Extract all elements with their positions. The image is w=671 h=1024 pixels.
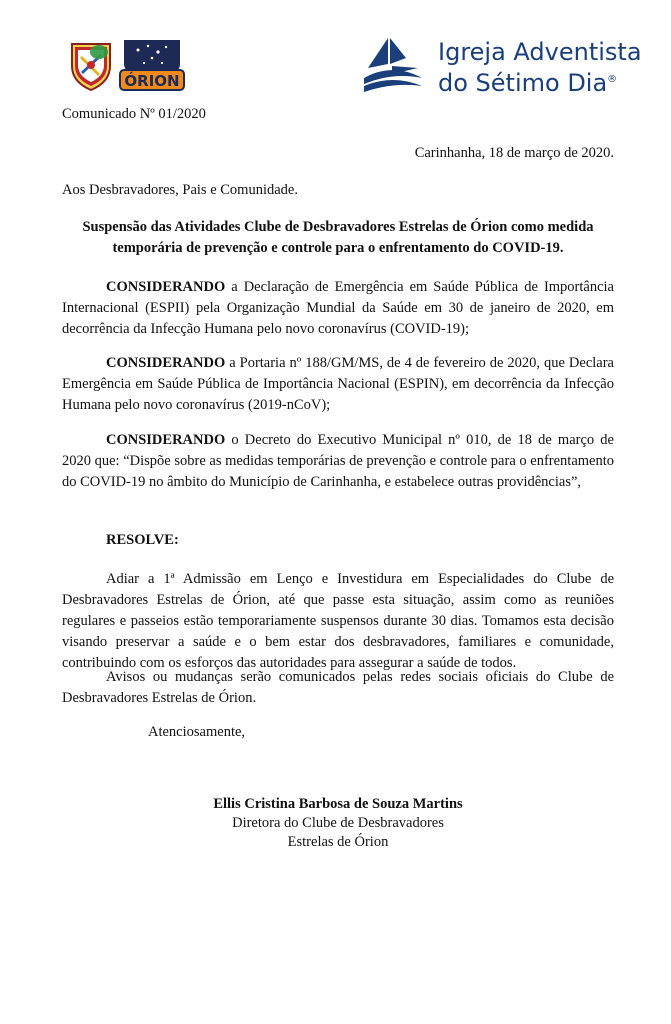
consideration-lead: CONSIDERANDO bbox=[106, 355, 226, 371]
consideration-lead: CONSIDERANDO bbox=[106, 432, 226, 448]
consideration-paragraph bbox=[62, 277, 614, 340]
consideration-text: a Portaria nº 188/GM/MS, de 4 de fevereiro de 2020, que Declara Emergência em Saúde Pública de Importância Nacional (ESPIN), em decorrência da Infecção Humana pelo novo coronavírus (2019-nCoV); bbox=[62, 355, 614, 413]
orion-logo-lettering: ÓRION bbox=[124, 72, 180, 90]
consideration-lead: CONSIDERANDO bbox=[106, 279, 226, 295]
signer-organization: Estrelas de Órion bbox=[287, 834, 389, 850]
consideration-text: o Decreto do Executivo Municipal nº 010, de 18 de março de 2020 que: “Dispõe sobre as medidas temporárias de prevenção e controle para o enfrentamento do COVID-19 no âmbito do Município de Carinhanha, e estabelece outras providências”, bbox=[62, 432, 614, 490]
resolution-paragraph: Avisos ou mudanças serão comunicados pelas redes sociais oficiais do Clube de Desbravadores Estrelas de Órion. bbox=[62, 669, 614, 706]
place-date: Carinhanha, 18 de março de 2020. bbox=[414, 145, 614, 161]
greeting: Aos Desbravadores, Pais e Comunidade. bbox=[62, 182, 298, 198]
resolve-heading: RESOLVE: bbox=[106, 532, 179, 548]
memo-number: Comunicado Nº 01/2020 bbox=[62, 106, 206, 122]
church-flame-icon bbox=[360, 34, 426, 96]
consideration-paragraph bbox=[62, 353, 614, 416]
signer-name: Ellis Cristina Barbosa de Souza Martins bbox=[213, 796, 463, 812]
consideration-paragraph bbox=[62, 430, 614, 493]
adventist-church-logo bbox=[360, 34, 642, 98]
pathfinder-emblem-logo bbox=[66, 36, 116, 92]
signer-role: Diretora do Clube de Desbravadores bbox=[232, 815, 444, 831]
resolution-paragraph: Adiar a 1ª Admissão em Lenço e Investidura em Especialidades do Clube de Desbravadores Estrelas de Órion, até que passe esta situação, assim como as reuniões regulares e passeios estão temporariamente suspensos durante 30 dias. Tomamos esta decisão visando preservar a saúde e o bem estar dos desbravadores, familiares e comunidade, contribuindo com os esforços das autoridades para assegurar a saúde de todos. bbox=[62, 571, 614, 671]
church-name bbox=[438, 38, 642, 97]
orion-club-emblem-logo bbox=[118, 36, 186, 94]
registered-mark: ® bbox=[607, 74, 618, 85]
church-name-line1: Igreja Adventista bbox=[438, 38, 642, 66]
church-name-line2: do Sétimo Dia® bbox=[438, 69, 618, 97]
signature-block bbox=[62, 795, 614, 852]
consideration-text: a Declaração de Emergência em Saúde Pública de Importância Internacional (ESPII) pela Organização Mundial da Saúde em 30 de janeiro de 2020, em decorrência da Infecção Humana pelo novo coronavírus (COVID-19); bbox=[62, 279, 614, 337]
subject-heading: Suspensão das Atividades Clube de Desbravadores Estrelas de Órion como medida temporária de prevenção e controle para o enfrentamento do COVID-19. bbox=[82, 219, 594, 256]
closing-salutation: Atenciosamente, bbox=[148, 724, 246, 740]
